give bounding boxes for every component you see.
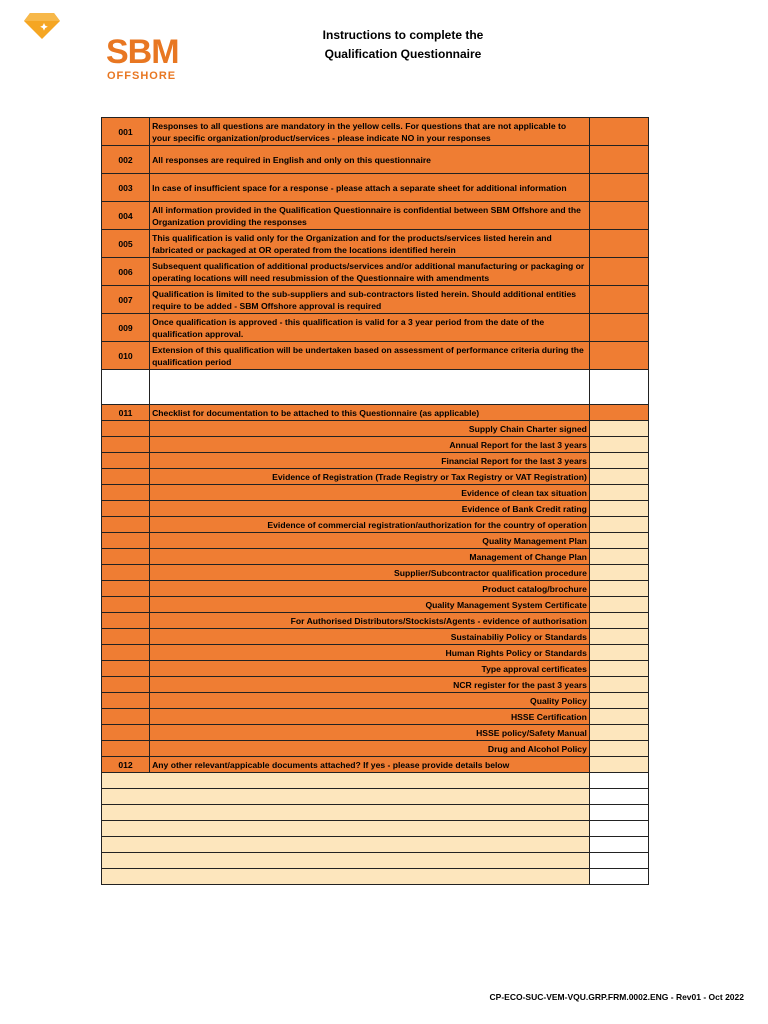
checklist-item-label: Quality Management Plan bbox=[150, 533, 590, 549]
checklist-item-row bbox=[102, 453, 649, 469]
checklist-item-label: Sustainabiliy Policy or Standards bbox=[150, 629, 590, 645]
checklist-item-row bbox=[102, 709, 649, 725]
checklist-header: Checklist for documentation to be attached to this Questionnaire (as applicable) bbox=[150, 405, 590, 421]
details-input[interactable] bbox=[102, 853, 590, 869]
instruction-row bbox=[102, 146, 649, 174]
checklist-item-row bbox=[102, 517, 649, 533]
instruction-text: Qualification is limited to the sub-suppliers and sub-contractors listed herein. Should additional entities require to be added - SBM Offshore approval is required bbox=[150, 286, 590, 314]
checklist-item-response-input[interactable] bbox=[589, 453, 648, 469]
checklist-item-row bbox=[102, 613, 649, 629]
checklist-item-row bbox=[102, 421, 649, 437]
checklist-item-response-input[interactable] bbox=[589, 437, 648, 453]
checklist-item-response-input[interactable] bbox=[589, 645, 648, 661]
checklist-item-label: Quality Policy bbox=[150, 693, 590, 709]
details-input[interactable] bbox=[102, 869, 590, 885]
instruction-response-cell bbox=[589, 258, 648, 286]
instruction-number: 005 bbox=[102, 230, 150, 258]
instruction-row bbox=[102, 118, 649, 146]
instruction-row bbox=[102, 258, 649, 286]
checklist-item-label: Human Rights Policy or Standards bbox=[150, 645, 590, 661]
checklist-item-number-cell bbox=[102, 629, 150, 645]
checklist-item-label: HSSE policy/Safety Manual bbox=[150, 725, 590, 741]
checklist-item-row bbox=[102, 693, 649, 709]
checklist-item-label: Quality Management System Certificate bbox=[150, 597, 590, 613]
checklist-item-number-cell bbox=[102, 453, 150, 469]
checklist-item-number-cell bbox=[102, 645, 150, 661]
checklist-item-response-input[interactable] bbox=[589, 693, 648, 709]
instruction-row bbox=[102, 202, 649, 230]
checklist-number: 011 bbox=[102, 405, 150, 421]
document-title-line1: Instructions to complete the bbox=[322, 28, 484, 42]
checklist-item-number-cell bbox=[102, 469, 150, 485]
checklist-item-number-cell bbox=[102, 565, 150, 581]
checklist-item-row bbox=[102, 469, 649, 485]
checklist-item-row bbox=[102, 645, 649, 661]
details-response-cell[interactable] bbox=[589, 869, 648, 885]
instruction-row bbox=[102, 174, 649, 202]
blank-cell bbox=[150, 370, 590, 405]
details-response-cell[interactable] bbox=[589, 837, 648, 853]
details-response-cell[interactable] bbox=[589, 853, 648, 869]
details-input[interactable] bbox=[102, 789, 590, 805]
instruction-number: 009 bbox=[102, 314, 150, 342]
checklist-item-number-cell bbox=[102, 709, 150, 725]
checklist-item-number-cell bbox=[102, 693, 150, 709]
checklist-item-number-cell bbox=[102, 421, 150, 437]
checklist-item-label: NCR register for the past 3 years bbox=[150, 677, 590, 693]
checklist-item-label: For Authorised Distributors/Stockists/Agents - evidence of authorisation bbox=[150, 613, 590, 629]
blank-cell bbox=[589, 370, 648, 405]
document-title-line2: Qualification Questionnaire bbox=[324, 47, 482, 61]
details-input[interactable] bbox=[102, 773, 590, 789]
checklist-item-label: HSSE Certification bbox=[150, 709, 590, 725]
checklist-item-row bbox=[102, 485, 649, 501]
checklist-item-response-input[interactable] bbox=[589, 709, 648, 725]
details-response-cell[interactable] bbox=[589, 773, 648, 789]
checklist-item-number-cell bbox=[102, 597, 150, 613]
instruction-number: 004 bbox=[102, 202, 150, 230]
checklist-item-response-input[interactable] bbox=[589, 485, 648, 501]
checklist-item-number-cell bbox=[102, 725, 150, 741]
instruction-response-cell bbox=[589, 286, 648, 314]
checklist-item-label: Drug and Alcohol Policy bbox=[150, 741, 590, 757]
checklist-item-number-cell bbox=[102, 741, 150, 757]
instruction-row bbox=[102, 314, 649, 342]
instruction-number: 010 bbox=[102, 342, 150, 370]
checklist-item-row bbox=[102, 597, 649, 613]
checklist-item-row bbox=[102, 549, 649, 565]
blank-cell bbox=[102, 370, 150, 405]
checklist-item-label: Annual Report for the last 3 years bbox=[150, 437, 590, 453]
details-row bbox=[102, 773, 649, 789]
checklist-item-row bbox=[102, 501, 649, 517]
checklist-item-label: Product catalog/brochure bbox=[150, 581, 590, 597]
details-row bbox=[102, 821, 649, 837]
instruction-text: This qualification is valid only for the Organization and for the products/services listed herein and fabricated or packaged at OR operated from the locations identified herein bbox=[150, 230, 590, 258]
instruction-text: All information provided in the Qualification Questionnaire is confidential between SBM Offshore and the Organization providing the responses bbox=[150, 202, 590, 230]
instruction-number: 001 bbox=[102, 118, 150, 146]
checklist-item-label: Evidence of Registration (Trade Registry or Tax Registry or VAT Registration) bbox=[150, 469, 590, 485]
svg-text:SBM: SBM bbox=[106, 33, 179, 69]
instruction-number: 003 bbox=[102, 174, 150, 202]
checklist-item-response-input[interactable] bbox=[589, 549, 648, 565]
checklist-item-number-cell bbox=[102, 485, 150, 501]
logo-subtext: OFFSHORE bbox=[107, 70, 177, 82]
instruction-response-cell bbox=[589, 314, 648, 342]
checklist-item-response-input[interactable] bbox=[589, 517, 648, 533]
instruction-text: Once qualification is approved - this qualification is valid for a 3 year period from the date of the qualification approval. bbox=[150, 314, 590, 342]
checklist-item-label: Evidence of commercial registration/authorization for the country of operation bbox=[150, 517, 590, 533]
instruction-response-cell bbox=[589, 342, 648, 370]
instruction-response-cell bbox=[589, 174, 648, 202]
checklist-item-row bbox=[102, 533, 649, 549]
checklist-item-number-cell bbox=[102, 533, 150, 549]
instruction-text: In case of insufficient space for a response - please attach a separate sheet for additional information bbox=[150, 174, 590, 202]
checklist-item-row bbox=[102, 629, 649, 645]
checklist-item-number-cell bbox=[102, 517, 150, 533]
details-response-cell[interactable] bbox=[589, 805, 648, 821]
instruction-text: All responses are required in English and only on this questionnaire bbox=[150, 146, 590, 174]
checklist-item-row bbox=[102, 725, 649, 741]
checklist-item-row bbox=[102, 565, 649, 581]
instruction-row bbox=[102, 286, 649, 314]
details-input[interactable] bbox=[102, 837, 590, 853]
instruction-response-cell bbox=[589, 146, 648, 174]
details-row bbox=[102, 853, 649, 869]
other-docs-question: Any other relevant/appicable documents attached? If yes - please provide details below bbox=[150, 757, 590, 773]
checklist-item-number-cell bbox=[102, 661, 150, 677]
checklist-item-row bbox=[102, 581, 649, 597]
checklist-item-number-cell bbox=[102, 613, 150, 629]
instruction-number: 002 bbox=[102, 146, 150, 174]
checklist-item-row bbox=[102, 677, 649, 693]
checklist-item-label: Evidence of Bank Credit rating bbox=[150, 501, 590, 517]
instruction-row bbox=[102, 342, 649, 370]
details-row bbox=[102, 789, 649, 805]
instruction-row bbox=[102, 230, 649, 258]
checklist-item-label: Type approval certificates bbox=[150, 661, 590, 677]
questionnaire-table bbox=[101, 117, 649, 885]
other-docs-response-input[interactable] bbox=[589, 757, 648, 773]
checklist-item-label: Financial Report for the last 3 years bbox=[150, 453, 590, 469]
details-row bbox=[102, 837, 649, 853]
details-response-cell[interactable] bbox=[589, 821, 648, 837]
instruction-text: Extension of this qualification will be undertaken based on assessment of performance criteria during the qualification period bbox=[150, 342, 590, 370]
checklist-item-response-input[interactable] bbox=[589, 629, 648, 645]
checklist-item-row bbox=[102, 741, 649, 757]
checklist-item-number-cell bbox=[102, 549, 150, 565]
checklist-item-response-input[interactable] bbox=[589, 469, 648, 485]
checklist-item-response-input[interactable] bbox=[589, 741, 648, 757]
checklist-item-response-input[interactable] bbox=[589, 597, 648, 613]
checklist-item-response-input[interactable] bbox=[589, 533, 648, 549]
checklist-item-number-cell bbox=[102, 581, 150, 597]
details-row bbox=[102, 805, 649, 821]
checklist-item-label: Management of Change Plan bbox=[150, 549, 590, 565]
blank-row bbox=[102, 370, 649, 405]
other-docs-number: 012 bbox=[102, 757, 150, 773]
checklist-item-response-input[interactable] bbox=[589, 501, 648, 517]
details-input[interactable] bbox=[102, 821, 590, 837]
checklist-item-response-input[interactable] bbox=[589, 677, 648, 693]
instruction-response-cell bbox=[589, 202, 648, 230]
document-code-footer: CP-ECO-SUC-VEM-VQU.GRP.FRM.0002.ENG - Rev01 - Oct 2022 bbox=[489, 992, 744, 1002]
checklist-item-response-input[interactable] bbox=[589, 613, 648, 629]
checklist-header-response bbox=[589, 405, 648, 421]
instruction-response-cell bbox=[589, 118, 648, 146]
checklist-item-response-input[interactable] bbox=[589, 581, 648, 597]
checklist-item-row bbox=[102, 661, 649, 677]
instruction-response-cell bbox=[589, 230, 648, 258]
details-row bbox=[102, 869, 649, 885]
checklist-item-response-input[interactable] bbox=[589, 565, 648, 581]
checklist-header-row bbox=[102, 405, 649, 421]
checklist-item-label: Supplier/Subcontractor qualification procedure bbox=[150, 565, 590, 581]
details-response-cell[interactable] bbox=[589, 789, 648, 805]
checklist-item-number-cell bbox=[102, 677, 150, 693]
details-input[interactable] bbox=[102, 805, 590, 821]
instruction-text: Subsequent qualification of additional products/services and/or additional manufacturing or packaging or operating locations will need resubmission of the Questionnaire with amendments bbox=[150, 258, 590, 286]
other-docs-row bbox=[102, 757, 649, 773]
checklist-item-label: Supply Chain Charter signed bbox=[150, 421, 590, 437]
instruction-text: Responses to all questions are mandatory in the yellow cells. For questions that are not applicable to your specific organization/product/services - please indicate NO in your responses bbox=[150, 118, 590, 146]
instruction-number: 006 bbox=[102, 258, 150, 286]
checklist-item-number-cell bbox=[102, 437, 150, 453]
checklist-item-row bbox=[102, 437, 649, 453]
checklist-item-number-cell bbox=[102, 501, 150, 517]
checklist-item-response-input[interactable] bbox=[589, 661, 648, 677]
checklist-item-response-input[interactable] bbox=[589, 725, 648, 741]
checklist-item-response-input[interactable] bbox=[589, 421, 648, 437]
checklist-item-label: Evidence of clean tax situation bbox=[150, 485, 590, 501]
instruction-number: 007 bbox=[102, 286, 150, 314]
